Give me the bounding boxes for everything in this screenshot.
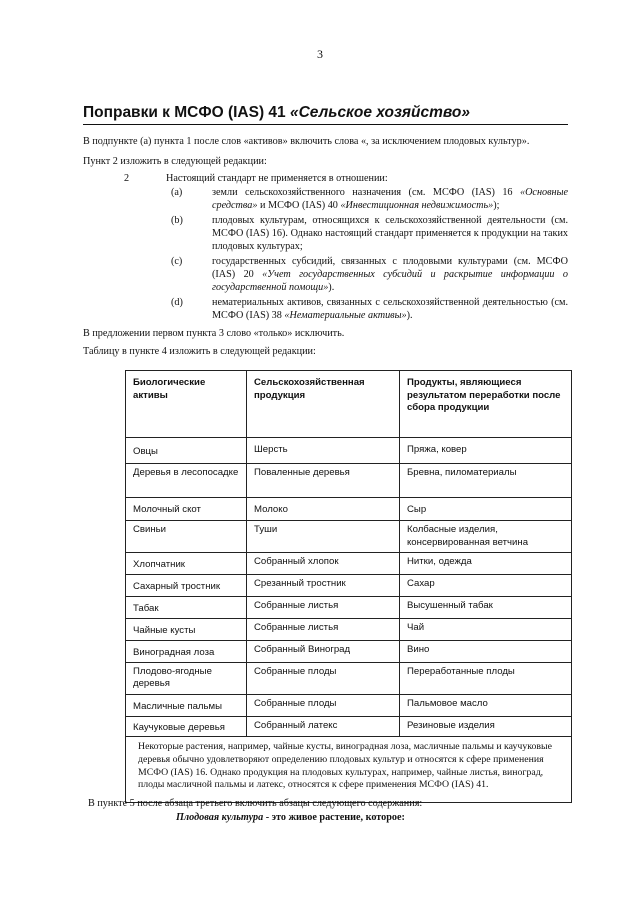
table-note: Некоторые растения, например, чайные кусты, виноградная лоза, масличные пальмы и каучуковые деревья обычно удовлетворяют определению плодовых культур и относятся к сфере применения МСФО (IAS) 16. Однако продукция на плодовых культурах, например, чайные листья, виноград, плоды масличной пальмы и латекс, относятся к сфере применения МСФО (IAS) 41. [126, 737, 572, 803]
table-cell: Масличные пальмы [126, 694, 247, 716]
table-note-row [126, 737, 572, 803]
assets-table [125, 370, 572, 803]
fruit-term: Плодовая культура [176, 812, 264, 823]
paragraph-5: В пункте 5 после абзаца третьего включить абзацы следующего содержания: [88, 798, 423, 809]
table-cell: Сахарный тростник [126, 575, 247, 597]
table-cell: Переработанные плоды [400, 662, 572, 694]
table-cell: Шерсть [247, 438, 400, 464]
table-cell: Сахар [400, 575, 572, 597]
table-cell: Хлопчатник [126, 553, 247, 575]
item-b-label: (b) [171, 215, 183, 226]
table-cell: Молочный скот [126, 498, 247, 521]
fruit-definition [176, 812, 405, 823]
table-row [126, 662, 572, 694]
table-row [126, 640, 572, 662]
table-cell: Пряжа, ковер [400, 438, 572, 464]
table-cell: Сыр [400, 498, 572, 521]
paragraph-1: В подпункте (а) пункта 1 после слов «активов» включить слова «, за исключением плодовых культур». [83, 136, 530, 147]
title-prefix: Поправки к МСФО (IAS) 41 [83, 104, 290, 121]
table-row [126, 464, 572, 498]
table-cell: Плодово-ягодные деревья [126, 662, 247, 694]
table-row [126, 521, 572, 553]
table-row [126, 694, 572, 716]
table-cell: Собранные листья [247, 597, 400, 619]
table-row [126, 716, 572, 737]
table-cell: Срезанный тростник [247, 575, 400, 597]
table-row [126, 618, 572, 640]
table-cell: Собранные листья [247, 618, 400, 640]
par2-number: 2 [124, 173, 130, 184]
item-c-label: (c) [171, 256, 183, 267]
table-cell: Чай [400, 618, 572, 640]
par2-intro: Настоящий стандарт не применяется в отношении: [166, 173, 388, 184]
table-cell: Молоко [247, 498, 400, 521]
table-cell: Туши [247, 521, 400, 553]
table-header-row [126, 371, 572, 438]
table-row [126, 498, 572, 521]
table-cell: Бревна, пиломатериалы [400, 464, 572, 498]
page-title [83, 104, 568, 125]
table-cell: Собранный латекс [247, 716, 400, 737]
table-row [126, 438, 572, 464]
header-cell: Биологические активы [126, 371, 247, 438]
item-d-label: (d) [171, 297, 183, 308]
table-cell: Высушенный табак [400, 597, 572, 619]
item-b-text: плодовых культурам, относящихся к сельскохозяйственной деятельности (см. МСФО (IAS) 16). Однако настоящий стандарт применяется к продукции на таких плодовых культурах; [212, 215, 568, 252]
table-cell: Вино [400, 640, 572, 662]
table-cell: Резиновые изделия [400, 716, 572, 737]
table-cell: Собранные плоды [247, 662, 400, 694]
paragraph-3: В предложении первом пункта 3 слово «только» исключить. [83, 328, 345, 339]
table-cell: Собранные плоды [247, 694, 400, 716]
table-cell: Виноградная лоза [126, 640, 247, 662]
table-cell: Поваленные деревья [247, 464, 400, 498]
table-row [126, 553, 572, 575]
table-cell: Табак [126, 597, 247, 619]
table-cell: Нитки, одежда [400, 553, 572, 575]
table-cell: Чайные кусты [126, 618, 247, 640]
table-cell: Деревья в лесопосадке [126, 464, 247, 498]
table-row [126, 575, 572, 597]
item-a-label: (a) [171, 187, 183, 198]
table-cell: Каучуковые деревья [126, 716, 247, 737]
table-cell: Колбасные изделия, консервированная ветчина [400, 521, 572, 553]
table-cell: Собранный хлопок [247, 553, 400, 575]
paragraph-4: Таблицу в пункте 4 изложить в следующей редакции: [83, 346, 316, 357]
item-d-text: нематериальных активов, связанных с сельскохозяйственной деятельностью (см. МСФО (IAS) 38 «Нематериальные активы»). [212, 297, 568, 321]
table-cell: Овцы [126, 438, 247, 464]
table-cell: Свиньи [126, 521, 247, 553]
item-c-text: государственных субсидий, связанных с плодовыми культурами (см. МСФО (IAS) 20 «Учет государственных субсидий и раскрытие информации о государственной помощи»). [212, 256, 568, 293]
table-cell: Пальмовое масло [400, 694, 572, 716]
item-a-text: земли сельскохозяйственного назначения (см. МСФО (IAS) 16 «Основные средства» и МСФО (IAS) 40 «Инвестиционная недвижимость»); [212, 187, 568, 211]
page-number: 3 [317, 47, 323, 61]
paragraph-2: Пункт 2 изложить в следующей редакции: [83, 156, 267, 167]
title-italic: «Сельское хозяйство» [289, 104, 470, 121]
table-cell: Собранный Виноград [247, 640, 400, 662]
header-cell: Сельскохозяйственная продукция [247, 371, 400, 438]
header-cell: Продукты, являющиеся результатом переработки после сбора продукции [400, 371, 572, 438]
table-row [126, 597, 572, 619]
fruit-def: - это живое растение, которое: [263, 812, 405, 823]
